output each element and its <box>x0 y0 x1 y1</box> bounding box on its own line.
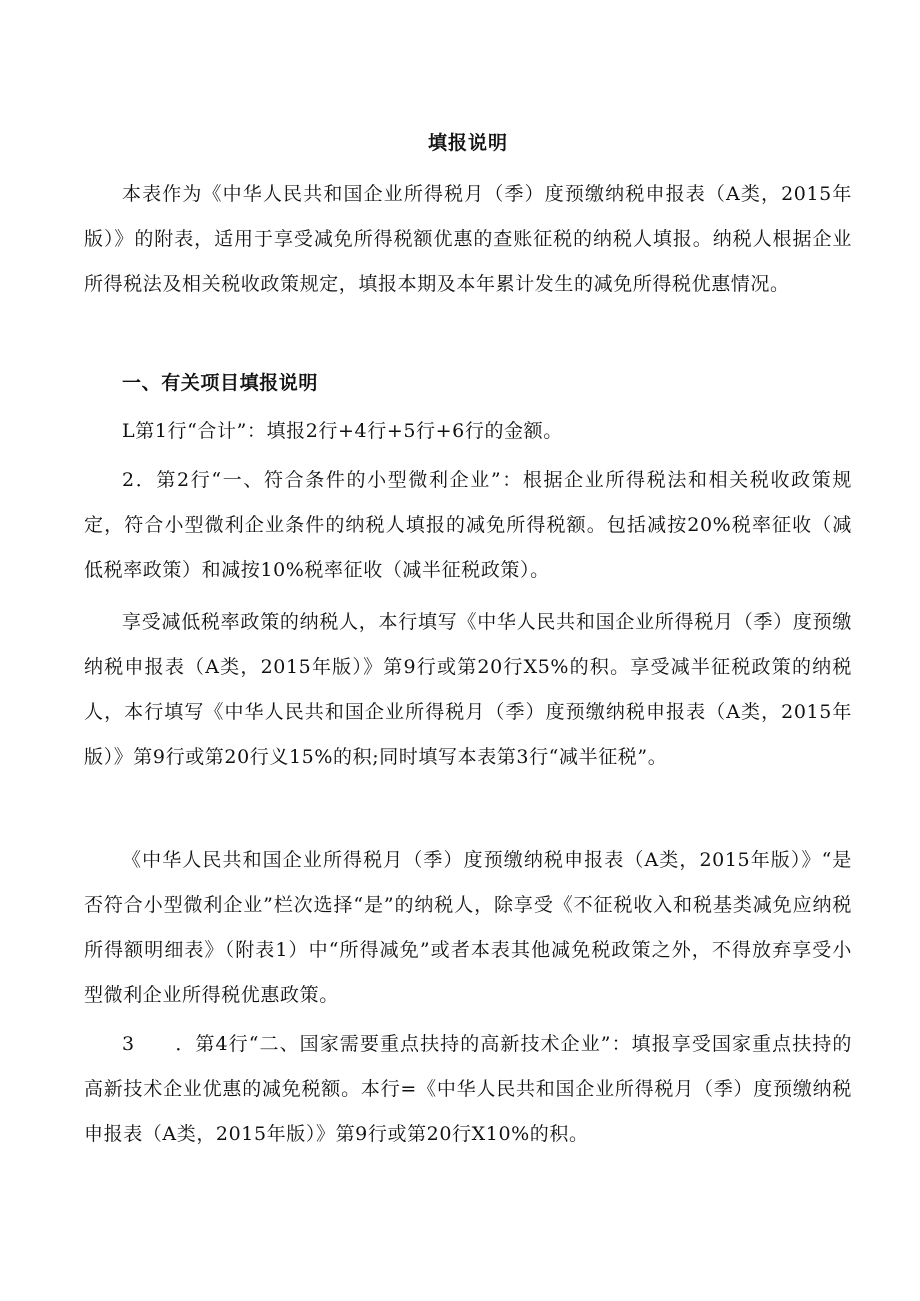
document-title: 填报说明 <box>427 132 508 154</box>
item-row-2: 2．第2行“一、符合条件的小型微利企业”：根据企业所得税法和相关税收政策规定，符合小型微利企业条件的纳税人填报的减免所得税额。包括减按20%税率征收（减低税率政策）和减按10%税率征收（减半征税政策）。 <box>84 469 852 581</box>
item-row-4: 3 ．第4行“二、国家需要重点扶持的高新技术企业”：填报享受国家重点扶持的高新技术企业优惠的减免税额。本行=《中华人民共和国企业所得税月（季）度预缴纳税申报表（A类，2015年版）》第9行或第20行X10%的积。 <box>84 1033 852 1145</box>
item-row-1: L第1行“合计”：填报2行+4行+5行+6行的金额。 <box>122 420 563 442</box>
item-row-2-small-profit-note: 《中华人民共和国企业所得税月（季）度预缴纳税申报表（A类，2015年版）》“是否符合小型微利企业”栏次选择“是”的纳税人，除享受《不征税收入和税基类减免应纳税所得额明细表》（附表1）中“所得减免”或者本表其他减免税政策之外，不得放弃享受小型微利企业所得税优惠政策。 <box>84 849 852 1006</box>
item-row-2-reduced-rate: 享受减低税率政策的纳税人，本行填写《中华人民共和国企业所得税月（季）度预缴纳税申报表（A类，2015年版）》第9行或第20行X5%的积。享受减半征税政策的纳税人，本行填写《中华人民共和国企业所得税月（季）度预缴纳税申报表（A类，2015年版）》第9行或第20行义15%的积;同时填写本表第3行“减半征税”。 <box>84 611 852 768</box>
intro-paragraph: 本表作为《中华人民共和国企业所得税月（季）度预缴纳税申报表（A类，2015年版）》的附表，适用于享受减免所得税额优惠的查账征税的纳税人填报。纳税人根据企业所得税法及相关税收政策规定，填报本期及本年累计发生的减免所得税优惠情况。 <box>84 183 852 295</box>
section-heading: 一、有关项目填报说明 <box>122 372 319 394</box>
